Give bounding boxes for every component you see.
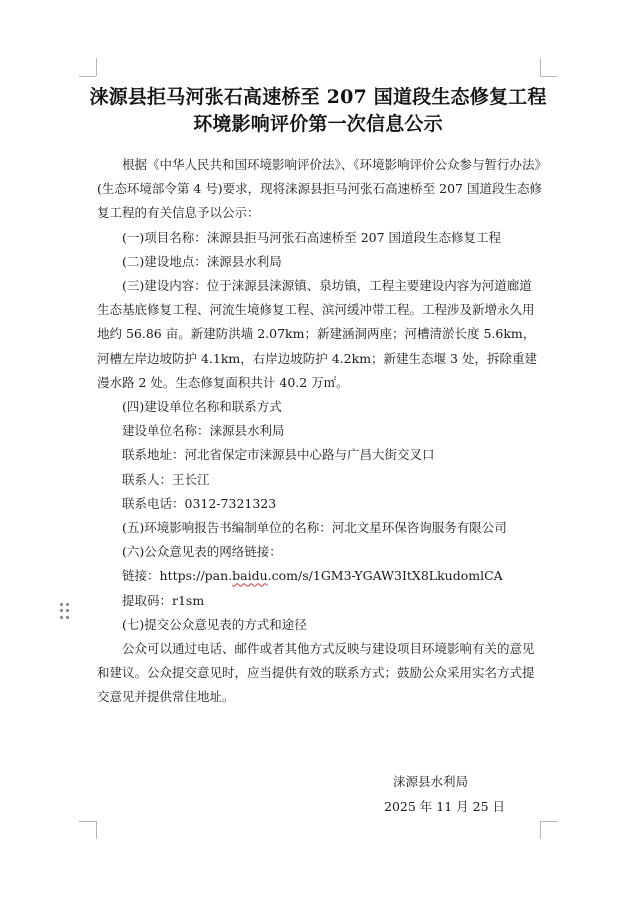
document-body bbox=[97, 153, 543, 710]
builder-name: 建设单位名称：涞源县水利局 bbox=[122, 423, 285, 439]
intro-paragraph: 根据《中华人民共和国环境影响评价法》、《环境影响评价公众参与暂行办法》(生态环境部令第 4 号)要求，现将涞源县拒马河张石高速桥至 207 国道段生态修复工程的有关信息予以公示： bbox=[97, 157, 542, 221]
signature-date: 2025 年 11 月 25 日 bbox=[384, 799, 505, 814]
drag-handle-icon[interactable] bbox=[60, 603, 70, 619]
signature-organization: 涞源县水利局 bbox=[393, 774, 469, 789]
eia-unit: (五)环境影响报告书编制单位的名称：河北文星环保咨询服务有限公司 bbox=[122, 520, 507, 536]
submit-heading: (七)提交公众意见表的方式和途径 bbox=[122, 616, 307, 632]
link-line bbox=[97, 564, 543, 588]
crop-mark-bottom-right bbox=[540, 821, 541, 839]
extract-code: 提取码：r1sm bbox=[122, 592, 205, 608]
builder-heading: (四)建设单位名称和联系方式 bbox=[122, 399, 282, 415]
contact-person: 联系人：王长江 bbox=[122, 471, 210, 487]
crop-mark-top-right bbox=[540, 58, 541, 76]
crop-mark-top-right bbox=[540, 76, 557, 77]
crop-mark-bottom-right bbox=[540, 821, 557, 822]
opinion-form-link[interactable]: https://pan.baidu.com/s/1GM3-YGAW3ItX8LkudomlCA bbox=[159, 568, 503, 584]
submit-text: 公众可以通过电话、邮件或者其他方式反映与建设项目环境影响有关的意见和建议。公众提交意见时，应当提供有效的联系方式；鼓励公众采用实名方式提交意见并提供常住地址。 bbox=[97, 641, 535, 705]
document-title-line-2: 环境影响评价第一次信息公示 bbox=[193, 113, 443, 135]
document-title-line-1: 涞源县拒马河张石高速桥至 207 国道段生态修复工程 bbox=[89, 86, 547, 108]
crop-mark-top-left bbox=[96, 58, 97, 76]
construction-content: (三)建设内容：位于涞源县涞源镇、泉坊镇，工程主要建设内容为河道廊道生态基底修复工程、河流生境修复工程、滨河缓冲带工程。工程涉及新增永久用地约 56.86 亩。新建防洪墙 2.07km；新建涵洞两座；河槽清淤长度 5.6km，河槽左岸边坡防护 4.1km，右岸边坡防护 4.2km；新建生态堰 3 处，拆除重建漫水路 2 处。生态修复面积共计 40.2 万㎡。 bbox=[97, 278, 537, 390]
builder-address: 联系地址：河北省保定市涞源县中心路与广昌大街交叉口 bbox=[122, 447, 435, 463]
link-heading: (六)公众意见表的网络链接： bbox=[122, 544, 282, 560]
crop-mark-bottom-left bbox=[96, 821, 97, 839]
contact-phone: 联系电话：0312-7321323 bbox=[122, 495, 277, 511]
link-label: 链接： bbox=[122, 568, 160, 584]
project-location: (二)建设地点：涞源县水利局 bbox=[122, 253, 282, 269]
project-name: (一)项目名称：涞源县拒马河张石高速桥至 207 国道段生态修复工程 bbox=[122, 229, 502, 245]
crop-mark-bottom-left bbox=[79, 821, 96, 822]
crop-mark-top-left bbox=[79, 76, 96, 77]
